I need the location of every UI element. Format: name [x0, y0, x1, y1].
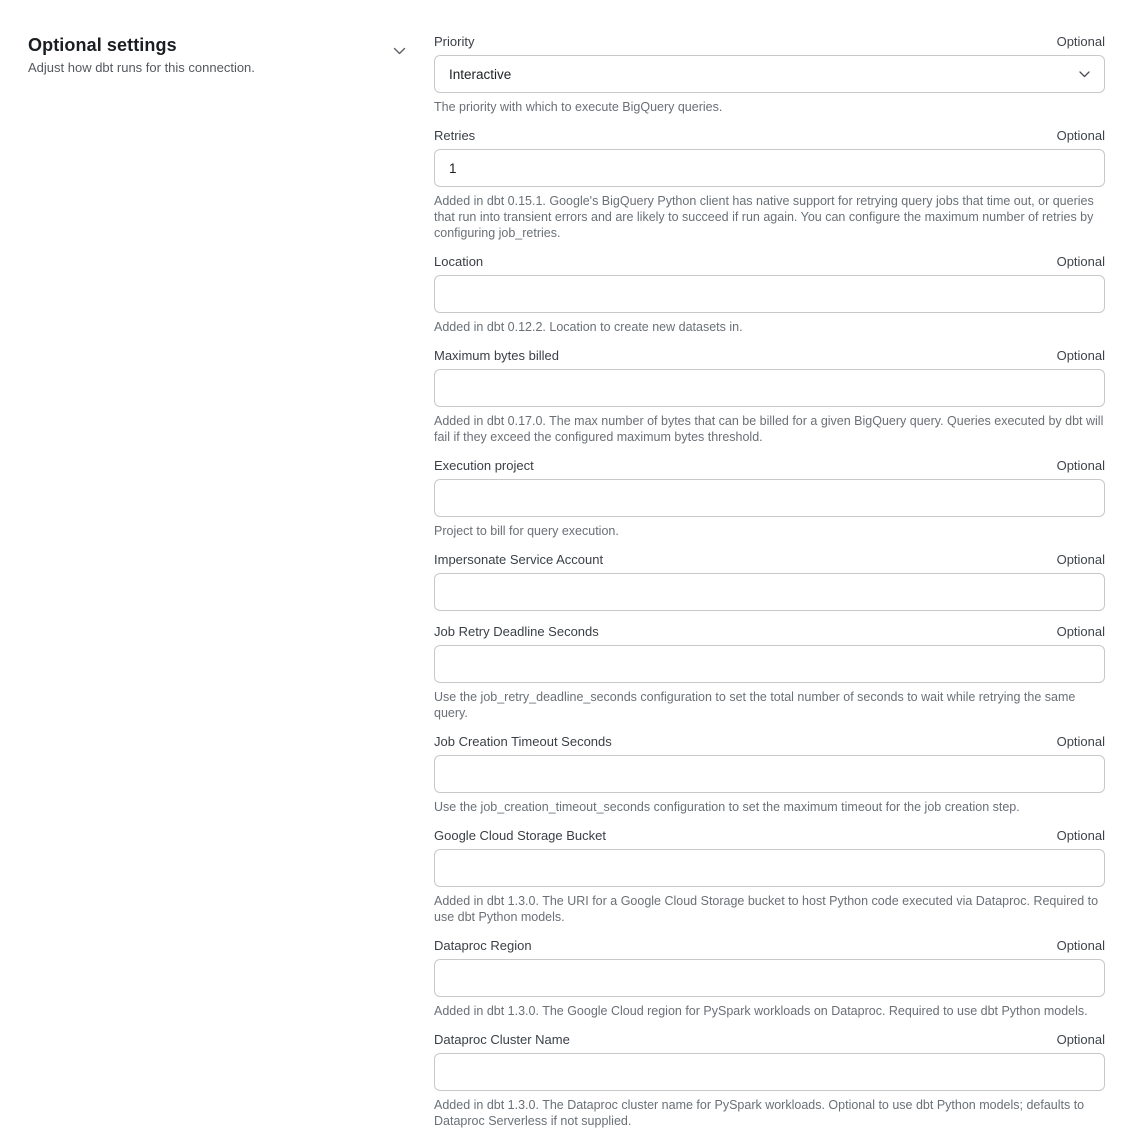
select-chevron-down-icon: [1079, 71, 1090, 78]
field-label: Priority: [434, 34, 475, 49]
field-label: Location: [434, 254, 484, 269]
optional-badge: Optional: [1056, 348, 1105, 363]
field-head: [434, 623, 1105, 641]
retries-input[interactable]: [434, 149, 1105, 187]
section-header-text: [28, 33, 255, 77]
optional-badge: Optional: [1056, 458, 1105, 473]
field-location: [434, 253, 1105, 335]
optional-badge: Optional: [1056, 128, 1105, 143]
field-label: Maximum bytes billed: [434, 348, 559, 363]
optional-badge: Optional: [1056, 552, 1105, 567]
field-head: [434, 827, 1105, 845]
field-label: Job Creation Timeout Seconds: [434, 734, 612, 749]
section-header: [28, 33, 410, 77]
location-input[interactable]: [434, 275, 1105, 313]
field-head: [434, 127, 1105, 145]
section-collapse-button[interactable]: [389, 43, 410, 60]
field-head: [434, 347, 1105, 365]
field-job-retry-deadline-seconds: [434, 623, 1105, 721]
google-cloud-storage-bucket-input[interactable]: [434, 849, 1105, 887]
optional-settings-form: [434, 33, 1105, 1141]
field-help: The priority with which to execute BigQuery queries.: [434, 100, 723, 114]
field-maximum-bytes-billed: [434, 347, 1105, 445]
field-impersonate-service-account: [434, 551, 1105, 611]
optional-badge: Optional: [1056, 624, 1105, 639]
field-head: [434, 551, 1105, 569]
field-retries: [434, 127, 1105, 241]
field-help: Added in dbt 1.3.0. The URI for a Google Cloud Storage bucket to host Python code executed via Dataproc. Required to use dbt Python models.: [434, 894, 1099, 924]
field-google-cloud-storage-bucket: [434, 827, 1105, 925]
optional-badge: Optional: [1056, 34, 1105, 49]
field-help: Added in dbt 1.3.0. The Dataproc cluster name for PySpark workloads. Optional to use dbt Python models; defaults to Dataproc Serverless if not supplied.: [434, 1098, 1085, 1128]
field-help: Added in dbt 0.15.1. Google's BigQuery Python client has native support for retrying query jobs that time out, or queries that run into transient errors and are likely to succeed if run again. You can configure the maximum number of retries by configuring job_retries.: [434, 194, 1094, 240]
select-value: Interactive: [449, 66, 512, 82]
field-execution-project: [434, 457, 1105, 539]
job-retry-deadline-seconds-input[interactable]: [434, 645, 1105, 683]
field-label: Dataproc Cluster Name: [434, 1032, 570, 1047]
field-head: [434, 1031, 1105, 1049]
optional-badge: Optional: [1056, 1032, 1105, 1047]
optional-badge: Optional: [1056, 938, 1105, 953]
field-help: Project to bill for query execution.: [434, 524, 619, 538]
chevron-down-icon: [393, 47, 406, 56]
execution-project-input[interactable]: [434, 479, 1105, 517]
field-help: Use the job_retry_deadline_seconds configuration to set the total number of seconds to wait while retrying the same query.: [434, 690, 1076, 720]
job-creation-timeout-seconds-input[interactable]: [434, 755, 1105, 793]
field-label: Impersonate Service Account: [434, 552, 604, 567]
section-title: Optional settings: [28, 35, 177, 55]
optional-badge: Optional: [1056, 254, 1105, 269]
field-label: Job Retry Deadline Seconds: [434, 624, 599, 639]
dataproc-cluster-name-input[interactable]: [434, 1053, 1105, 1091]
dataproc-region-input[interactable]: [434, 959, 1105, 997]
field-dataproc-cluster-name: [434, 1031, 1105, 1129]
field-head: [434, 733, 1105, 751]
section-subtitle: Adjust how dbt runs for this connection.: [28, 60, 255, 75]
maximum-bytes-billed-input[interactable]: [434, 369, 1105, 407]
field-label: Dataproc Region: [434, 938, 532, 953]
field-dataproc-region: [434, 937, 1105, 1019]
impersonate-service-account-input[interactable]: [434, 573, 1105, 611]
field-head: [434, 33, 1105, 51]
field-label: Execution project: [434, 458, 534, 473]
optional-badge: Optional: [1056, 828, 1105, 843]
optional-badge: Optional: [1056, 734, 1105, 749]
priority-select[interactable]: [434, 55, 1105, 93]
field-help: Added in dbt 1.3.0. The Google Cloud region for PySpark workloads on Dataproc. Required to use dbt Python models.: [434, 1004, 1088, 1018]
field-job-creation-timeout-seconds: [434, 733, 1105, 815]
field-help: Added in dbt 0.17.0. The max number of bytes that can be billed for a given BigQuery query. Queries executed by dbt will fail if they exceed the configured maximum bytes threshold.: [434, 414, 1104, 444]
field-head: [434, 937, 1105, 955]
field-label: Retries: [434, 128, 476, 143]
field-head: [434, 253, 1105, 271]
field-head: [434, 457, 1105, 475]
field-label: Google Cloud Storage Bucket: [434, 828, 606, 843]
field-priority: [434, 33, 1105, 115]
field-help: Added in dbt 0.12.2. Location to create new datasets in.: [434, 320, 743, 334]
field-help: Use the job_creation_timeout_seconds configuration to set the maximum timeout for the job creation step.: [434, 800, 1020, 814]
